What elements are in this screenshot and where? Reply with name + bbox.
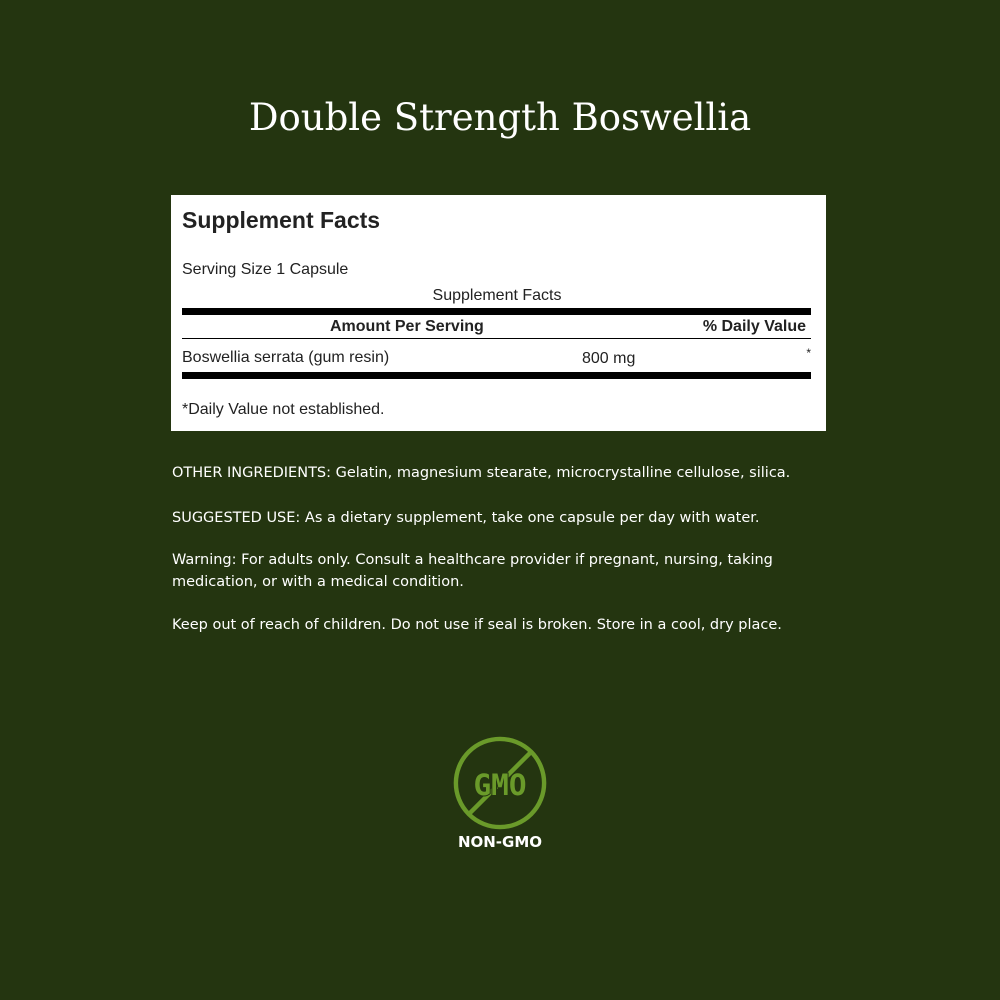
supplement-facts-panel xyxy=(171,195,826,431)
other-ingredients-text: OTHER INGREDIENTS: Gelatin, magnesium stearate, microcrystalline cellulose, silica. xyxy=(172,465,791,481)
badge-mark-text: GMO xyxy=(473,767,527,802)
ingredient-name: Boswellia serrata (gum resin) xyxy=(182,349,390,366)
supplement-facts-heading: Supplement Facts xyxy=(182,207,381,233)
ingredient-amount: 800 mg xyxy=(582,350,636,367)
suggested-use-text: SUGGESTED USE: As a dietary supplement, take one capsule per day with water. xyxy=(172,510,760,526)
amount-per-serving-header: Amount Per Serving xyxy=(330,318,484,335)
non-gmo-caption: NON-GMO xyxy=(457,833,543,851)
top-divider xyxy=(182,308,811,315)
header-divider xyxy=(182,338,811,339)
page-title: Double Strength Boswellia xyxy=(248,96,752,139)
storage-text: Keep out of reach of children. Do not use if seal is broken. Store in a cool, dry place. xyxy=(172,617,782,633)
warning-text: Warning: For adults only. Consult a healthcare provider if pregnant, nursing, taking medication, or with a medical condition. xyxy=(172,552,773,590)
daily-value-header: % Daily Value xyxy=(702,318,806,335)
non-gmo-icon xyxy=(451,734,549,832)
supplement-facts-caption: Supplement Facts xyxy=(432,287,562,304)
ingredient-daily-value: * xyxy=(806,346,811,360)
daily-value-footnote: *Daily Value not established. xyxy=(182,401,385,418)
serving-size: Serving Size 1 Capsule xyxy=(182,261,349,278)
bottom-divider xyxy=(182,372,811,379)
